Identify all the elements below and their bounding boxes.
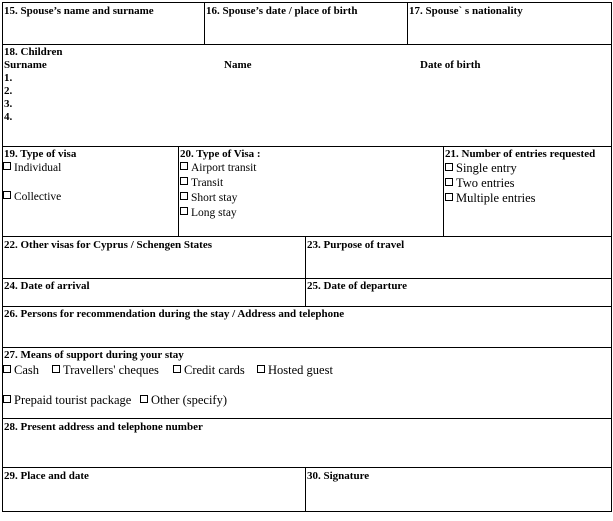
checkbox-icon[interactable] bbox=[3, 395, 11, 403]
option-collective[interactable]: Collective bbox=[3, 190, 61, 204]
field-20-label: 20. Type of Visa : bbox=[180, 148, 261, 160]
field-25-label: 25. Date of departure bbox=[307, 280, 407, 292]
checkbox-icon[interactable] bbox=[180, 177, 188, 185]
option-two-entries[interactable]: Two entries bbox=[445, 176, 514, 190]
field-28-label: 28. Present address and telephone number bbox=[4, 421, 203, 433]
field-26-label: 26. Persons for recommendation during the stay / Address and telephone bbox=[4, 308, 345, 320]
checkbox-icon[interactable] bbox=[173, 365, 181, 373]
option-prepaid-tourist-package[interactable]: Prepaid tourist package bbox=[3, 393, 131, 407]
children-row-4: 4. bbox=[4, 111, 13, 123]
checkbox-icon[interactable] bbox=[445, 163, 453, 171]
option-individual[interactable]: Individual bbox=[3, 161, 61, 175]
checkbox-icon[interactable] bbox=[180, 162, 188, 170]
option-airport-transit[interactable]: Airport transit bbox=[180, 161, 256, 175]
children-col-dob: Date of birth bbox=[420, 59, 481, 71]
option-cash[interactable]: Cash bbox=[3, 363, 39, 377]
field-23-label: 23. Purpose of travel bbox=[307, 239, 405, 251]
field-22-label: 22. Other visas for Cyprus / Schengen States bbox=[4, 239, 212, 251]
checkbox-icon[interactable] bbox=[445, 178, 453, 186]
field-17-label: 17. Spouse` s nationality bbox=[409, 5, 523, 17]
field-16-label: 16. Spouse’s date / place of birth bbox=[206, 5, 358, 17]
children-col-name: Name bbox=[224, 59, 252, 71]
children-col-surname: Surname bbox=[4, 59, 47, 71]
checkbox-icon[interactable] bbox=[52, 365, 60, 373]
field-18-cell[interactable] bbox=[2, 44, 612, 147]
checkbox-icon[interactable] bbox=[180, 207, 188, 215]
option-other[interactable]: Other (specify) bbox=[140, 393, 227, 407]
field-29-label: 29. Place and date bbox=[4, 470, 89, 482]
checkbox-icon[interactable] bbox=[3, 191, 11, 199]
option-credit-cards[interactable]: Credit cards bbox=[173, 363, 245, 377]
field-15-label: 15. Spouse’s name and surname bbox=[4, 5, 154, 17]
field-24-label: 24. Date of arrival bbox=[4, 280, 90, 292]
option-hosted-guest[interactable]: Hosted guest bbox=[257, 363, 333, 377]
option-long-stay[interactable]: Long stay bbox=[180, 206, 237, 220]
checkbox-icon[interactable] bbox=[180, 192, 188, 200]
children-row-3: 3. bbox=[4, 98, 13, 110]
option-short-stay[interactable]: Short stay bbox=[180, 191, 237, 205]
field-19-label: 19. Type of visa bbox=[4, 148, 77, 160]
option-travellers-cheques[interactable]: Travellers' cheques bbox=[52, 363, 159, 377]
children-row-1: 1. bbox=[4, 72, 13, 84]
checkbox-icon[interactable] bbox=[445, 193, 453, 201]
field-21-label: 21. Number of entries requested bbox=[445, 148, 596, 160]
checkbox-icon[interactable] bbox=[3, 365, 11, 373]
children-row-2: 2. bbox=[4, 85, 13, 97]
option-transit[interactable]: Transit bbox=[180, 176, 223, 190]
option-multiple-entries[interactable]: Multiple entries bbox=[445, 191, 536, 205]
field-27-label: 27. Means of support during your stay bbox=[4, 349, 184, 361]
checkbox-icon[interactable] bbox=[257, 365, 265, 373]
option-single-entry[interactable]: Single entry bbox=[445, 161, 517, 175]
field-18-label: 18. Children bbox=[4, 46, 63, 58]
field-30-label: 30. Signature bbox=[307, 470, 370, 482]
checkbox-icon[interactable] bbox=[140, 395, 148, 403]
checkbox-icon[interactable] bbox=[3, 162, 11, 170]
